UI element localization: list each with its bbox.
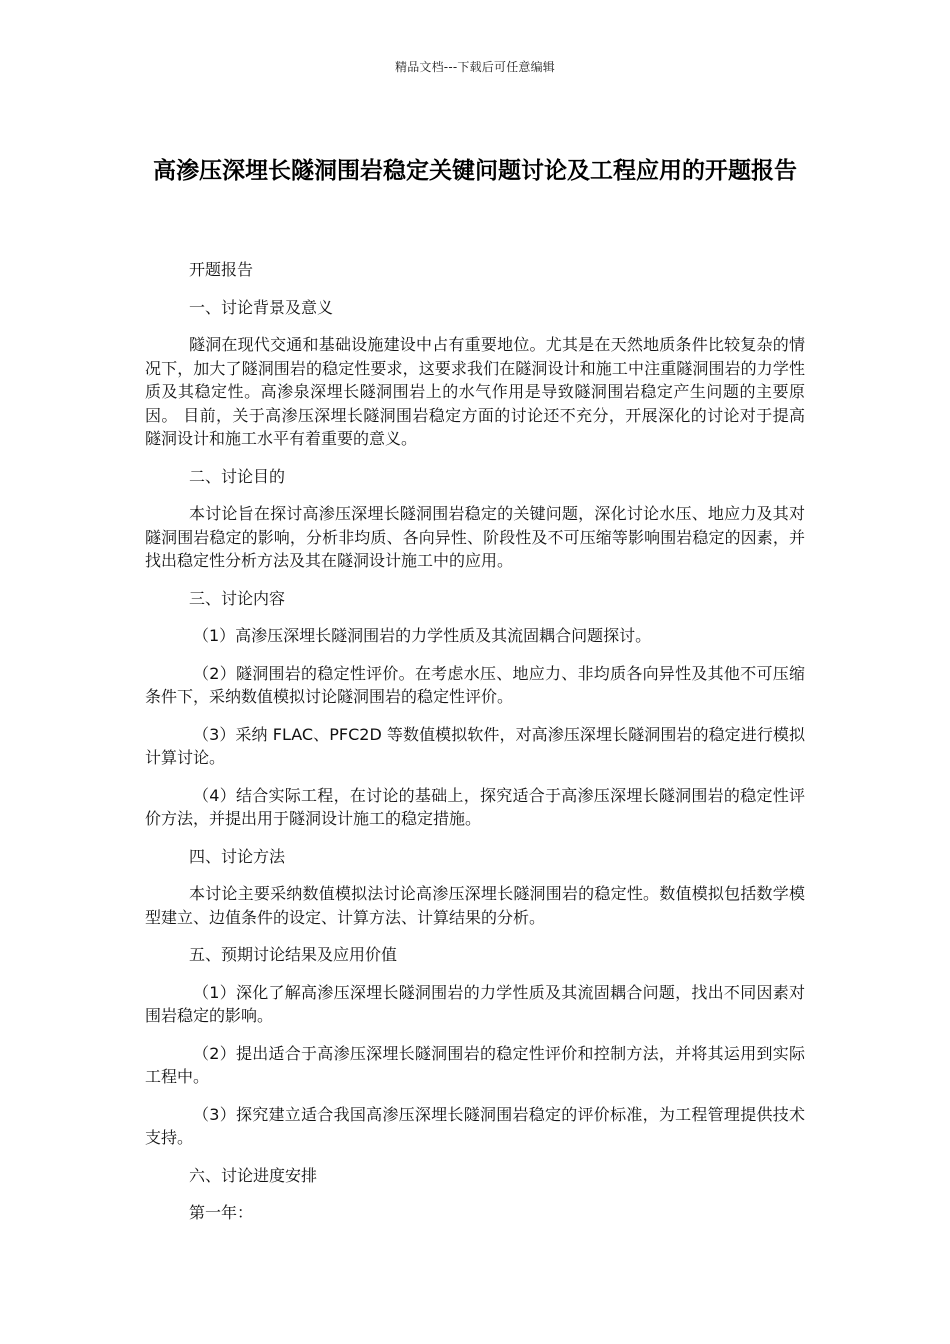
document-body xyxy=(145,258,805,1239)
schedule-year-1-label: 第一年： xyxy=(189,1203,254,1222)
content-item-3: （3）采纳 FLAC、PFC2D 等数值模拟软件，对高渗压深埋长隧洞围岩的稳定进行模拟计算讨论。 xyxy=(145,724,805,767)
content-item-1: （1）高渗压深埋长隧洞围岩的力学性质及其流固耦合问题探讨。 xyxy=(193,626,652,645)
document-title: 高渗压深埋长隧洞围岩稳定关键问题讨论及工程应用的开题报告 xyxy=(153,158,797,185)
results-item-3: （3）探究建立适合我国高渗压深埋长隧洞围岩稳定的评价标准，为工程管理提供技术支持。 xyxy=(145,1104,805,1147)
content-item-2: （2）隧洞围岩的稳定性评价。在考虑水压、地应力、非均质各向异性及其他不可压缩条件下，采纳数值模拟讨论隧洞围岩的稳定性评价。 xyxy=(145,663,805,706)
section-heading-schedule: 六、讨论进度安排 xyxy=(189,1165,318,1185)
opening-label: 开题报告 xyxy=(189,260,254,279)
content-item-4: （4）结合实际工程，在讨论的基础上，探究适合于高渗压深埋长隧洞围岩的稳定性评价方法，并提出用于隧洞设计施工的稳定措施。 xyxy=(145,785,805,828)
page-header: 精品文档---下载后可任意编辑 xyxy=(395,60,555,74)
section-heading-purpose: 二、讨论目的 xyxy=(189,466,286,486)
section-heading-background: 一、讨论背景及意义 xyxy=(189,297,334,317)
section-body-purpose: 本讨论旨在探讨高渗压深埋长隧洞围岩稳定的关键问题，深化讨论水压、地应力及其对隧洞围岩稳定的影响，分析非均质、各向异性、阶段性及不可压缩等影响围岩稳定的因素，并找出稳定性分析方法及其在隧洞设计施工中的应用。 xyxy=(145,504,805,570)
section-body-background: 隧洞在现代交通和基础设施建设中占有重要地位。尤其是在天然地质条件比较复杂的情况下，加大了隧洞围岩的稳定性要求，这要求我们在隧洞设计和施工中注重隧洞围岩的力学性质及其稳定性。高渗泉深埋长隧洞围岩上的水气作用是导致隧洞围岩稳定产生问题的主要原因。 目前，关于高渗压深埋长隧洞围岩稳定方面的讨论还不充分，开展深化的讨论对于提高隧洞设计和施工水平有着重要的意义。 xyxy=(145,335,805,448)
results-item-2: （2）提出适合于高渗压深埋长隧洞围岩的稳定性评价和控制方法，并将其运用到实际工程中。 xyxy=(145,1043,805,1086)
section-heading-results: 五、预期讨论结果及应用价值 xyxy=(189,945,398,964)
section-heading-content: 三、讨论内容 xyxy=(189,588,286,608)
section-body-method: 本讨论主要采纳数值模拟法讨论高渗压深埋长隧洞围岩的稳定性。数值模拟包括数学模型建立、边值条件的设定、计算方法、计算结果的分析。 xyxy=(145,884,805,927)
section-heading-method: 四、讨论方法 xyxy=(189,846,286,866)
results-item-1: （1）深化了解高渗压深埋长隧洞围岩的力学性质及其流固耦合问题，找出不同因素对围岩稳定的影响。 xyxy=(145,982,805,1025)
